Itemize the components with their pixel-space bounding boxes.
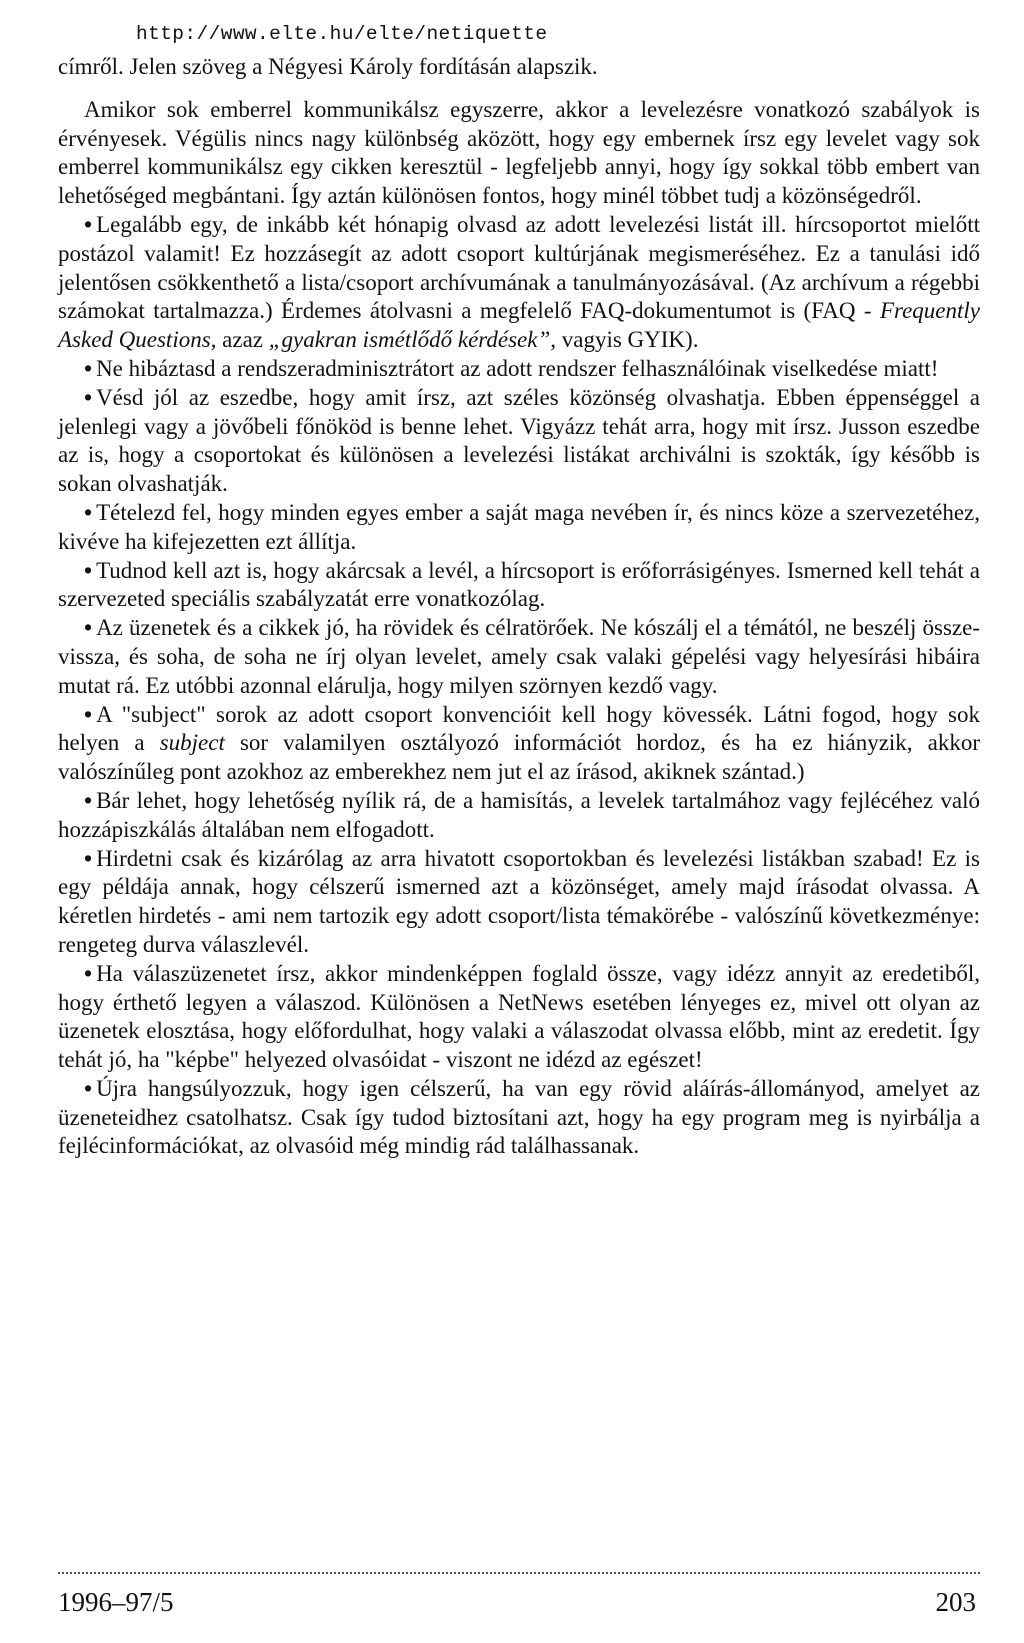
paragraph-text: vagyis GYIK). xyxy=(556,327,699,353)
bullet-icon: • xyxy=(84,787,93,813)
bullet-paragraph xyxy=(58,557,980,615)
bullet-paragraph xyxy=(58,355,980,384)
paragraph-text: Ha válaszüzenetet írsz, akkor mindenképpen foglald össze, vagy idézz annyit az eredetiből, hogy érthető legyen a válaszod. Különösen a NetNews esetében lényeges ez, mivel ott olyan az üzenetek elosztása, hogy előfordulhat, hogy valaki a válaszodat olvassa előbb, mint az eredetit. Így tehát jó, ha "képbe" helyezed olvasóidat - viszont ne idézd az egészet! xyxy=(58,960,980,1073)
paragraph-text: sor valamilyen osztályozó információt hordoz, és ha ez hiányzik, akkor valószínűleg pont azokhoz az emberekhez nem jut el az írásod, akiknek szántad.) xyxy=(58,730,981,785)
bullet-icon: • xyxy=(84,701,93,727)
bullet-paragraph xyxy=(58,787,980,845)
bullet-icon: • xyxy=(84,1075,93,1101)
page-number: 203 xyxy=(935,1587,976,1617)
bullet-paragraph xyxy=(58,614,980,700)
header-url: http://www.elte.hu/elte/netiquette xyxy=(136,23,548,45)
paragraph-text: Bár lehet, hogy lehetőség nyílik rá, de a hamisítás, a levelek tartalmához vagy fejlécéhez való hozzápiszkálás általában nem elfogadott. xyxy=(58,787,980,842)
bullet-paragraph xyxy=(58,499,980,557)
bullet-icon: • xyxy=(84,615,93,641)
bullet-icon: • xyxy=(84,355,93,381)
bullet-icon: • xyxy=(84,211,93,237)
paragraph-text: azaz xyxy=(216,327,269,353)
bullet-paragraph xyxy=(58,845,980,960)
paragraph-text: Legalább egy, de inkább két hónapig olvasd az adott levelezési listát ill. hírcsoportot mielőtt postázol valamit! Ez hozzásegít az adott csoport kultúrjának megismeréséhez. Ez a tanulási idő jelentősen csökkenthető a lista/csoport archívumának a tanulmányozásával. (Az archívum a régebbi számokat tartalmazza.) Érdemes átolvasni a megfelelő FAQ-dokumentumot is (FAQ - xyxy=(58,211,980,324)
paragraph-intro xyxy=(58,96,980,211)
issue-number: 1996–97/5 xyxy=(58,1587,174,1617)
paragraph-text: Tételezd fel, hogy minden egyes ember a saját maga nevében ír, és nincs köze a szervezetéhez, kivéve ha kifejezetten ezt állítja. xyxy=(58,499,980,554)
bullet-icon: • xyxy=(84,960,93,986)
page-content xyxy=(58,20,980,1161)
paragraph-text: címről. Jelen szöveg a Négyesi Károly fordításán alapszik. xyxy=(58,54,598,79)
paragraph-text: Vésd jól az eszedbe, hogy amit írsz, azt széles közönség olvashatja. Ebben éppenséggel a jelenlegi vagy a jövőbeli főnököd is benne lehet. Vigyázz tehát arra, hogy mit írsz. Jusson eszedbe az is, hogy a csoportokat és különösen a levelezési listákat archiválni is szokták, így később is sokan olvashatják. xyxy=(58,384,980,497)
paragraph-text: Újra hangsúlyozzuk, hogy igen célszerű, ha van egy rövid aláírás-állományod, amelyet az üzeneteidhez csatolhatsz. Csak így tudod biztosítani azt, hogy ha egy program meg is nyirbálja a fejlécinformációkat, az olvasóid még mindig rád találhassanak. xyxy=(58,1075,980,1159)
paragraph-emphasis: Frequently Asked Questions, xyxy=(58,298,980,353)
paragraph-text: Hirdetni csak és kizárólag az arra hivatott csoportokban és levelezési listákban szabad! Ez is egy példája annak, hogy célszerű ismerned azt a közönséget, amely majd írásodat olvassa. A kéretlen hirdetés - ami nem tartozik egy adott csoport/lista témakörébe - valószínű következménye: rengeteg durva válaszlevél. xyxy=(58,845,980,957)
bullet-paragraph xyxy=(58,211,980,355)
bullet-icon: • xyxy=(84,557,93,583)
paragraph-text: Tudnod kell azt is, hogy akárcsak a levél, a hírcsoport is erőforrásigényes. Ismerned kell tehát a szervezeted speciális szabályzatát erre vonatkozólag. xyxy=(58,557,980,612)
paragraph-emphasis: „gyakran ismétlődő kérdések”, xyxy=(268,327,556,353)
paragraph-text: Amikor sok emberrel kommunikálsz egyszerre, akkor a levelezésre vonatkozó szabályok is érvényesek. Végülis nincs nagy különbség aközött, hogy egy embernek írsz egy levelet vagy sok emberrel kommunikálsz egy cikken keresztül - legfeljebb annyi, hogy így sokkal több embert van lehetőséged megbántani. Így aztán különösen fontos, hogy minél többet tudj a közönségedről. xyxy=(58,96,980,209)
bullet-icon: • xyxy=(84,499,93,525)
footer-divider xyxy=(58,1572,980,1574)
paragraph-emphasis: subject xyxy=(159,730,225,756)
paragraph-text: Az üzenetek és a cikkek jó, ha rövidek és célratörőek. Ne kószálj el a témától, ne beszélj össze-vissza, és soha, de soha ne írj olyan levelet, amely csak valaki gépelési vagy helyesírási hibáira mutat rá. Ez utóbbi azonnal elárulja, hogy milyen szörnyen kezdő vagy. xyxy=(58,615,980,698)
bullet-paragraph xyxy=(58,960,980,1075)
bullet-icon: • xyxy=(84,845,93,871)
paragraph-text: A "subject" sorok az adott csoport konvencióit kell hogy kövessék. Látni fogod, hogy sok helyen a xyxy=(58,701,980,756)
bullet-icon: • xyxy=(84,384,93,410)
bullet-paragraph xyxy=(58,384,980,499)
paragraph-continuation xyxy=(58,53,980,82)
paragraph-text: Ne hibáztasd a rendszeradminisztrátort az adott rendszer felhasználóinak viselkedése miatt! xyxy=(96,355,939,381)
bullet-paragraph xyxy=(58,1075,980,1161)
bullet-paragraph xyxy=(58,701,980,787)
